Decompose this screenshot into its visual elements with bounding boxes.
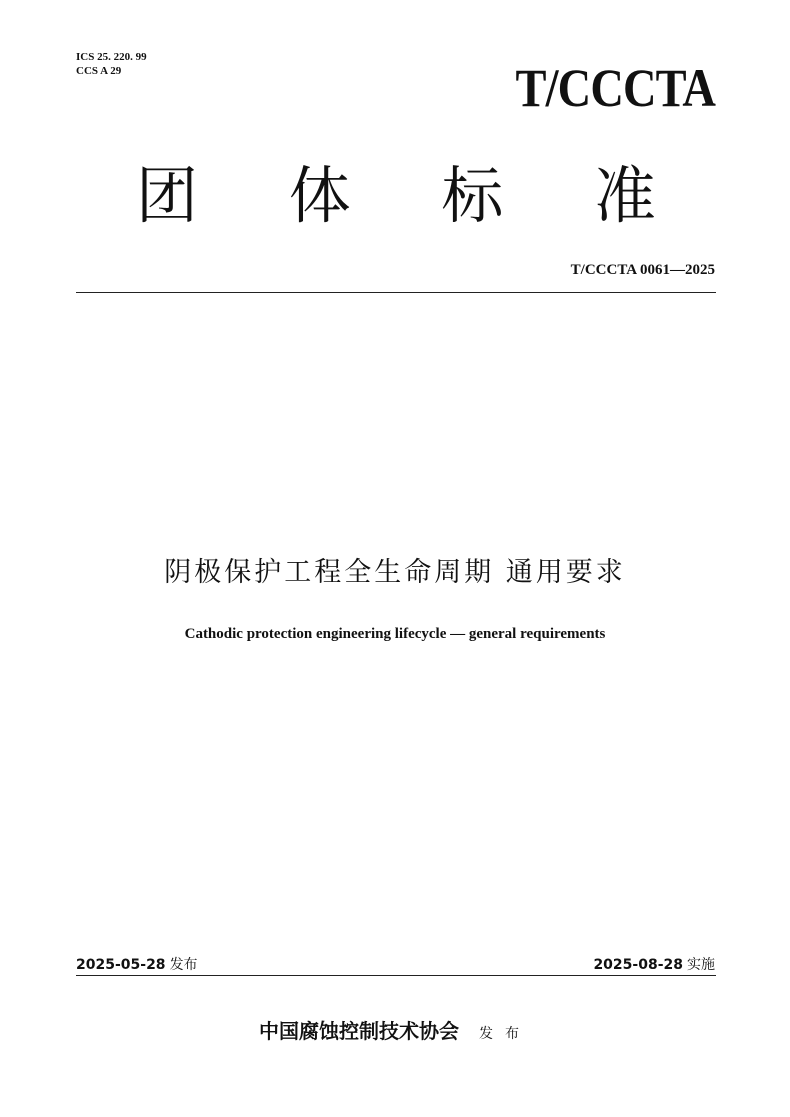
standard-type-char: 团 xyxy=(136,159,199,232)
publish-date-value: 2025-05-28 xyxy=(76,957,166,973)
standard-type-char: 体 xyxy=(288,159,351,232)
publisher-line xyxy=(0,1015,790,1044)
ics-code: ICS 25. 220. 99 xyxy=(76,51,147,63)
standard-number: T/CCCTA 0061—2025 xyxy=(570,262,715,278)
standard-type-char: 标 xyxy=(441,159,504,232)
publisher-action: 发布 xyxy=(479,1026,531,1042)
standard-type-heading xyxy=(76,160,716,232)
implement-date xyxy=(593,954,715,974)
standard-type-char: 准 xyxy=(593,159,656,232)
title-english: Cathodic protection engineering lifecycle — general requirements xyxy=(184,626,606,642)
publisher-organization: 中国腐蚀控制技术协会 xyxy=(259,1019,459,1043)
top-divider xyxy=(76,292,716,293)
classification-codes xyxy=(76,50,147,78)
standard-logo: T/CCCTA xyxy=(515,58,715,118)
implement-date-label: 实施 xyxy=(687,957,715,973)
implement-date-value: 2025-08-28 xyxy=(593,957,683,973)
publish-date-label: 发布 xyxy=(169,957,198,973)
publish-date xyxy=(76,954,198,974)
title-chinese: 阴极保护工程全生命周期 通用要求 xyxy=(164,557,626,588)
ccs-code: CCS A 29 xyxy=(76,65,122,77)
bottom-divider xyxy=(76,975,716,976)
